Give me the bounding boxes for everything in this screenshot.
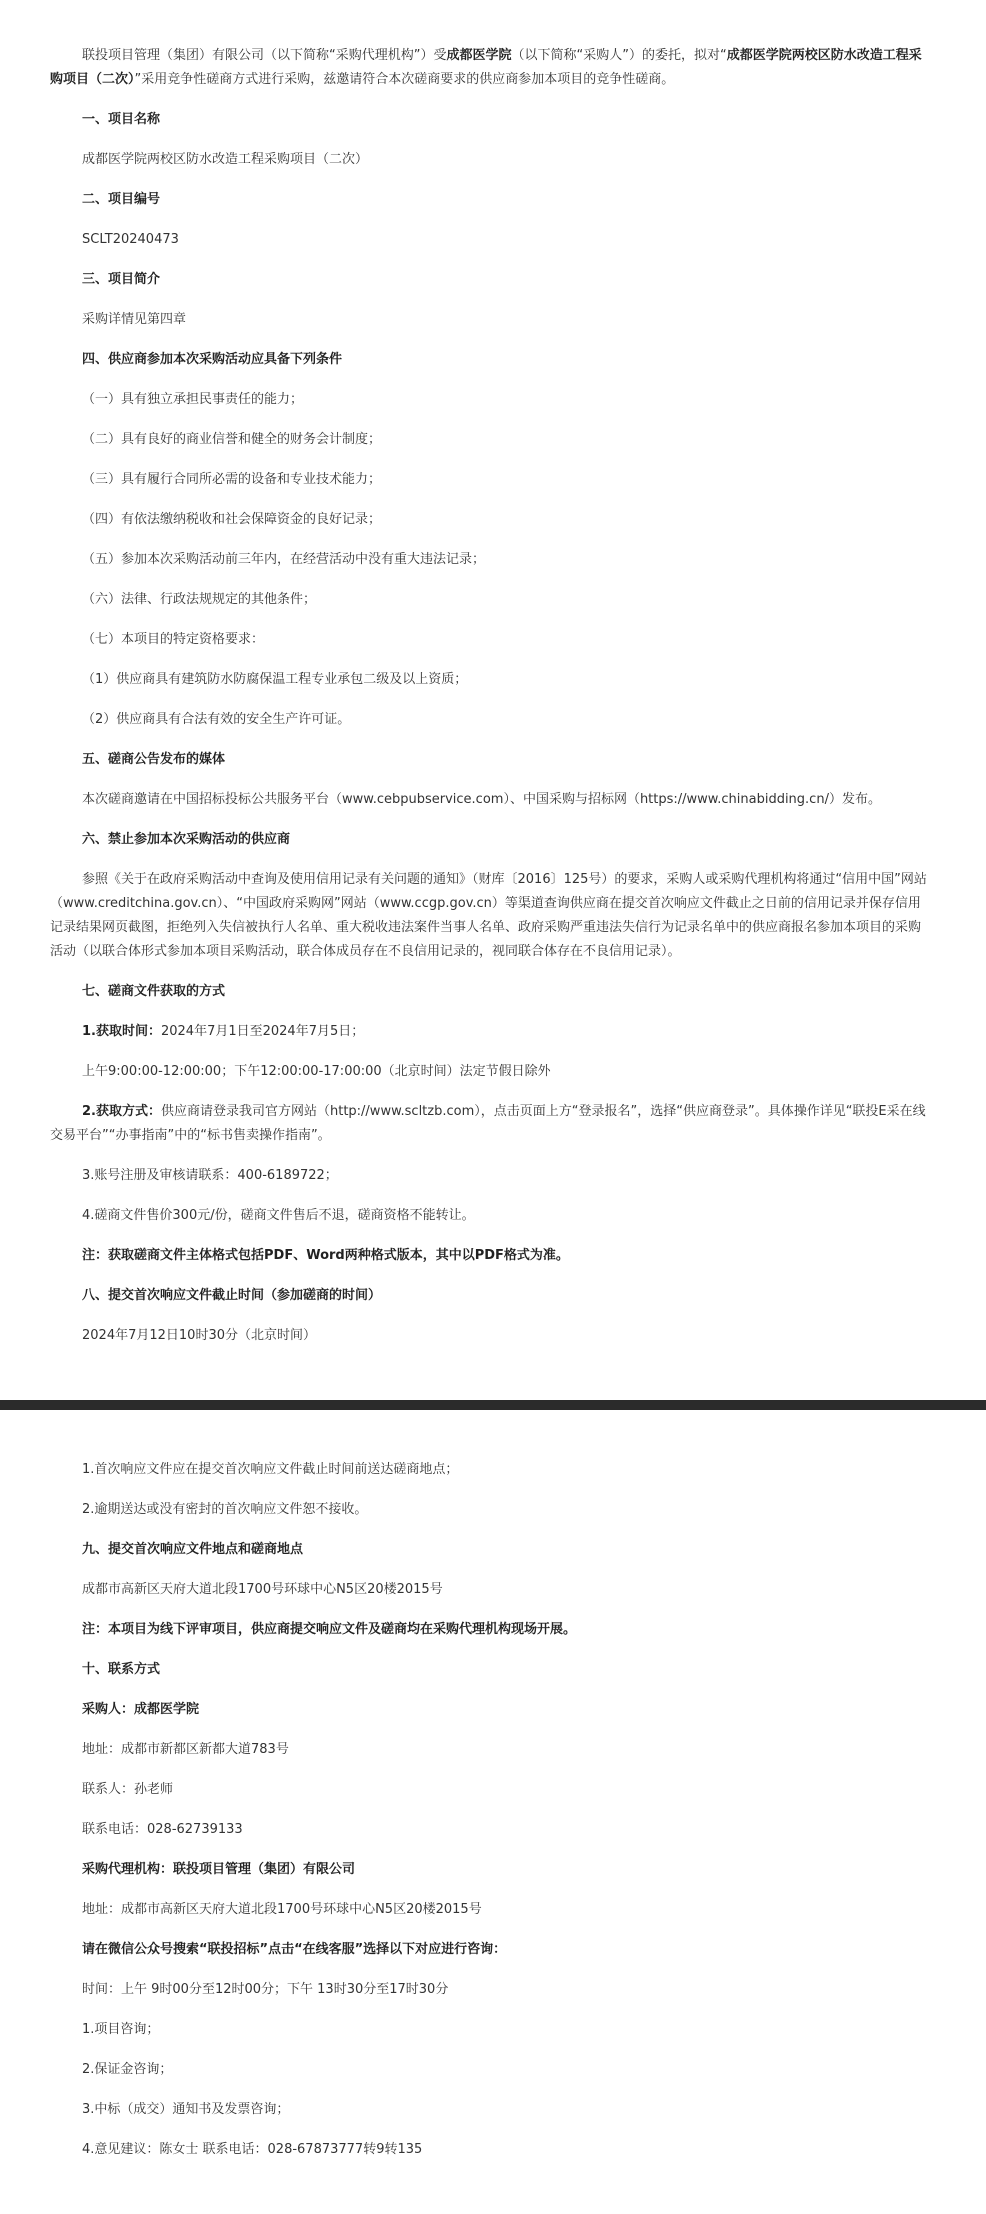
consultation-item: 3.中标（成交）通知书及发票咨询； — [82, 2102, 290, 2117]
requirement-item: （七）本项目的特定资格要求： — [82, 632, 265, 647]
acquisition-method-label: 2.获取方式： — [82, 1104, 161, 1119]
section-heading-deadline: 八、提交首次响应文件截止时间（参加磋商的时间） — [82, 1288, 382, 1303]
project-brief-text: 采购详情见第四章 — [82, 312, 187, 327]
section-heading-contact: 十、联系方式 — [82, 1662, 161, 1677]
intro-text-1: 联投项目管理（集团）有限公司（以下简称“采购代理机构”）受 — [82, 48, 447, 63]
requirement-item: （四）有依法缴纳税收和社会保障资金的良好记录； — [82, 512, 382, 527]
requirement-item: （二）具有良好的商业信誉和健全的财务会计制度； — [82, 432, 382, 447]
acquisition-method — [50, 1100, 930, 1148]
requirement-item: （三）具有履行合同所必需的设备和专业技术能力； — [82, 472, 382, 487]
agency-address: 地址：成都市高新区天府大道北段1700号环球中心N5区20楼2015号 — [82, 1902, 482, 1917]
location-note: 注：本项目为线下评审项目，供应商提交响应文件及磋商均在采购代理机构现场开展。 — [82, 1622, 577, 1637]
section-heading-project-name: 一、项目名称 — [82, 112, 161, 127]
wechat-instructions: 请在微信公众号搜索“联投招标”点击“在线客服”选择以下对应进行咨询： — [82, 1942, 507, 1957]
section-heading-location: 九、提交首次响应文件地点和磋商地点 — [82, 1542, 304, 1557]
agency-name: 采购代理机构：联投项目管理（集团）有限公司 — [82, 1862, 356, 1877]
account-registration-contact: 3.账号注册及审核请联系：400-6189722； — [82, 1168, 338, 1183]
acquisition-time — [82, 1022, 932, 1042]
project-name-text: 成都医学院两校区防水改造工程采购项目（二次） — [82, 152, 369, 167]
intro-project-name: 成都医学院两校区防水改造工程采购项目（二次） — [50, 48, 922, 87]
section-heading-project-brief: 三、项目简介 — [82, 272, 161, 287]
section-heading-document-acquisition: 七、磋商文件获取的方式 — [82, 984, 226, 999]
intro-text-3: ”采用竞争性磋商方式进行采购，兹邀请符合本次磋商要求的供应商参加本项目的竞争性磋商。 — [134, 72, 675, 87]
consultation-hours: 时间：上午 9时00分至12时00分；下午 13时30分至17时30分 — [82, 1982, 449, 1997]
document-price: 4.磋商文件售价300元/份，磋商文件售后不退，磋商资格不能转让。 — [82, 1208, 475, 1223]
requirement-item: （2）供应商具有合法有效的安全生产许可证。 — [82, 712, 351, 727]
location-text: 成都市高新区天府大道北段1700号环球中心N5区20楼2015号 — [82, 1582, 443, 1597]
consultation-item: 4.意见建议：陈女士 联系电话：028-67873777转9转135 — [82, 2142, 423, 2157]
acquisition-time-value: 2024年7月1日至2024年7月5日； — [160, 1024, 365, 1039]
media-text: 本次磋商邀请在中国招标投标公共服务平台（www.cebpubservice.com）、中国采购与招标网（https://www.chinabidding.cn/）发布。 — [82, 792, 881, 807]
project-number-text: SCLT20240473 — [82, 232, 179, 247]
acquisition-method-value: 供应商请登录我司官方网站（http://www.scltzb.com），点击页面上方“登录报名”，选择“供应商登录”。具体操作详见“联投E采在线交易平台”“办事指南”中的“标书售卖操作指南”。 — [50, 1104, 926, 1143]
requirement-item: （一）具有独立承担民事责任的能力； — [82, 392, 304, 407]
intro-paragraph — [50, 44, 930, 92]
buyer-contact-person: 联系人：孙老师 — [82, 1782, 174, 1797]
acquisition-time-label: 1.获取时间： — [82, 1024, 161, 1039]
deadline-text: 2024年7月12日10时30分（北京时间） — [82, 1328, 316, 1343]
section-heading-media: 五、磋商公告发布的媒体 — [82, 752, 226, 767]
deadline-note: 1.首次响应文件应在提交首次响应文件截止时间前送达磋商地点； — [82, 1462, 459, 1477]
consultation-item: 2.保证金咨询； — [82, 2062, 173, 2077]
requirement-item: （五）参加本次采购活动前三年内，在经营活动中没有重大违法记录； — [82, 552, 486, 567]
consultation-item: 1.项目咨询； — [82, 2022, 160, 2037]
intro-text-2: （以下简称“采购人”）的委托，拟对“ — [511, 48, 727, 63]
buyer-phone: 联系电话：028-62739133 — [82, 1822, 243, 1837]
requirement-item: （六）法律、行政法规规定的其他条件； — [82, 592, 317, 607]
requirement-item: （1）供应商具有建筑防水防腐保温工程专业承包二级及以上资质； — [82, 672, 468, 687]
deadline-note: 2.逾期送达或没有密封的首次响应文件恕不接收。 — [82, 1502, 368, 1517]
section-heading-project-number: 二、项目编号 — [82, 192, 161, 207]
buyer-name: 采购人：成都医学院 — [82, 1702, 200, 1717]
section-heading-requirements: 四、供应商参加本次采购活动应具备下列条件 — [82, 352, 343, 367]
acquisition-time-detail: 上午9:00:00-12:00:00；下午12:00:00-17:00:00（北京时间）法定节假日除外 — [82, 1064, 551, 1079]
prohibited-suppliers-text: 参照《关于在政府采购活动中查询及使用信用记录有关问题的通知》（财库〔2016〕125号）的要求，采购人或采购代理机构将通过“信用中国”网站（www.creditchina.gov.cn）、“中国政府采购网”网站（www.ccgp.gov.cn）等渠道查询供应商在提交首次响应文件截止之日前的信用记录并保存信用记录结果网页截图，拒绝列入失信被执行人名单、重大税收违法案件当事人名单、政府采购严重违法失信行为记录名单中的供应商报名参加本项目的采购活动（以联合体形式参加本项目采购活动，联合体成员存在不良信用记录的，视同联合体存在不良信用记录）。 — [50, 872, 927, 959]
buyer-address: 地址：成都市新都区新都大道783号 — [82, 1742, 289, 1757]
document-format-note: 注：获取磋商文件主体格式包括PDF、Word两种格式版本，其中以PDF格式为准。 — [82, 1248, 569, 1263]
intro-buyer-name: 成都医学院 — [446, 48, 512, 63]
section-heading-prohibited: 六、禁止参加本次采购活动的供应商 — [82, 832, 291, 847]
page-separator — [0, 1400, 986, 1410]
